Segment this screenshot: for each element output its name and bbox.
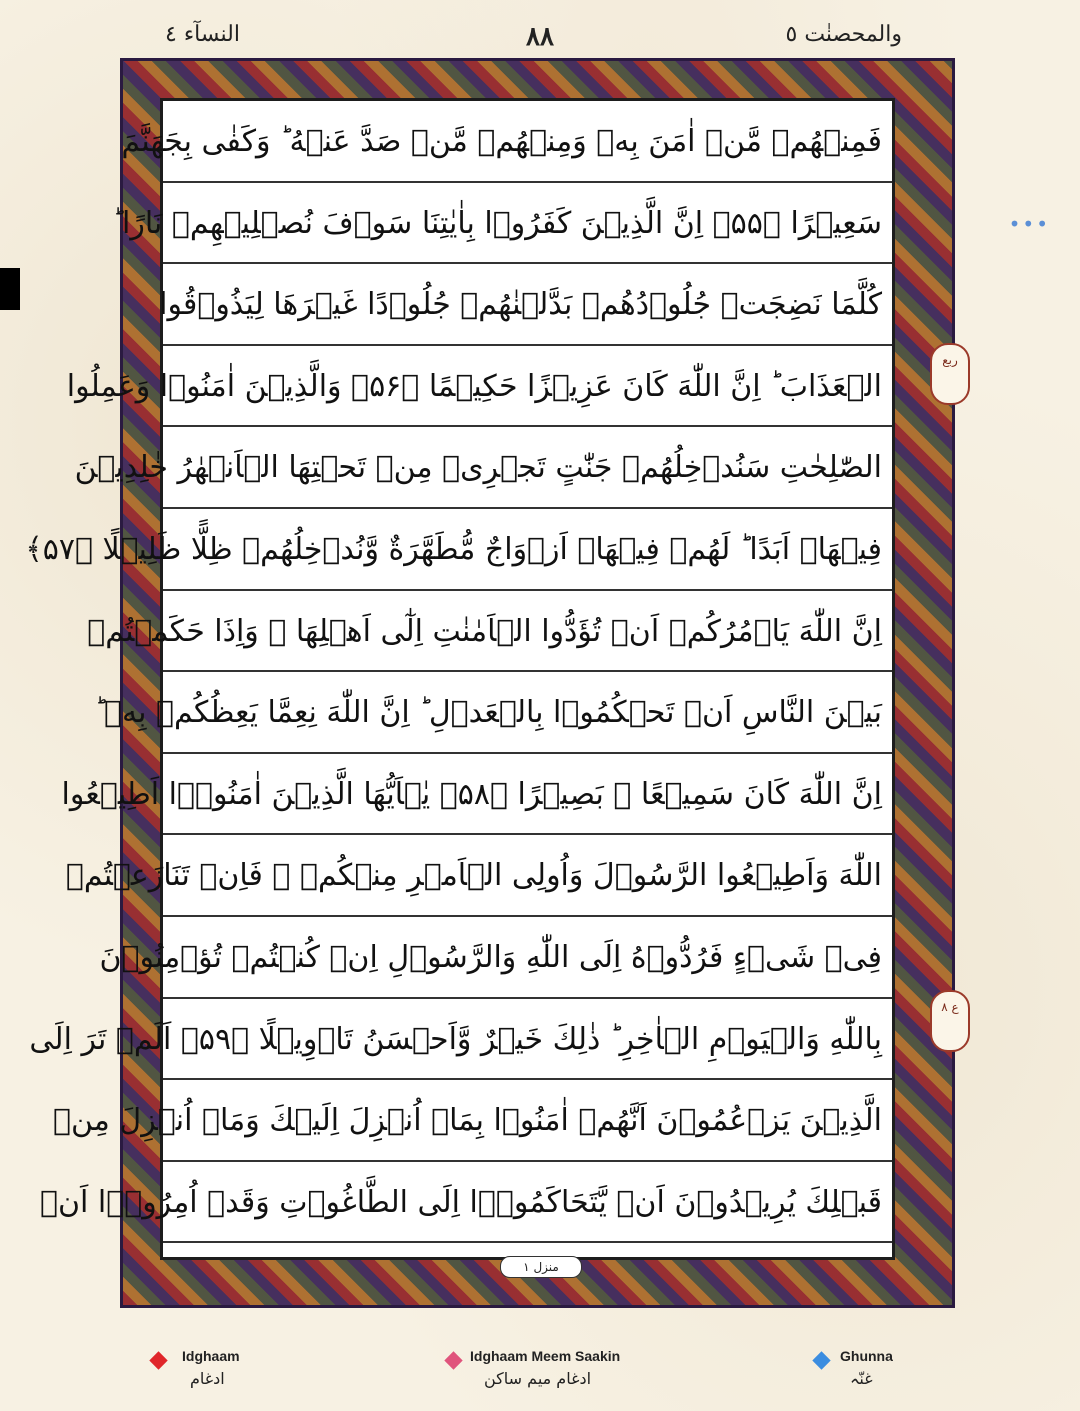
text-line-8: بَيۡنَ النَّاسِ اَنۡ تَحۡكُمُوۡا بِالۡعَدۡلِ ؕ اِنَّ اللّٰهَ نِعِمَّا يَعِظُكُمۡ بِهٖ ؕ — [163, 672, 892, 754]
legend — [0, 1349, 1080, 1409]
legend-idghaam-meem-saakin-urdu: ادغام میم ساکن — [484, 1369, 592, 1388]
text-line-5: الصّٰلِحٰتِ سَنُدۡخِلُهُمۡ جَنّٰتٍ تَجۡرِىۡ مِنۡ تَحۡتِهَا الۡاَنۡهٰرُ خٰلِدِيۡنَ — [163, 427, 892, 509]
pink-diamond-icon — [444, 1351, 462, 1369]
juz-title: والمحصنٰت ٥ — [785, 22, 902, 47]
page-header — [0, 22, 1080, 62]
text-line-14: قَبۡلِكَ يُرِيۡدُوۡنَ اَنۡ يَّتَحَاكَمُوۡۤا اِلَى الطَّاغُوۡتِ وَقَدۡ اُمِرُوۡۤا اَنۡ — [163, 1162, 892, 1244]
decorative-dots: ••• — [1008, 212, 1050, 236]
text-line-12: بِاللّٰهِ وَالۡيَوۡمِ الۡاٰخِرِ ؕ ذٰلِكَ خَيۡرٌ وَّاَحۡسَنُ تَاۡوِيۡلًا ﴿۵۹﴾ اَلَمۡ تَرَ اِلَى — [163, 999, 892, 1081]
text-line-2: سَعِيۡرًا ﴿۵۵﴾ اِنَّ الَّذِيۡنَ كَفَرُوۡا بِاٰيٰتِنَا سَوۡفَ نُصۡلِيۡهِمۡ نَارًا ؕ — [163, 183, 892, 265]
page-number: ٨٨ — [526, 22, 554, 52]
legend-idghaam-meem-saakin-english: Idghaam Meem Saakin — [470, 1348, 621, 1364]
blue-diamond-icon — [812, 1351, 830, 1369]
text-line-13: الَّذِيۡنَ يَزۡعُمُوۡنَ اَنَّهُمۡ اٰمَنُوۡا بِمَاۤ اُنۡزِلَ اِلَيۡكَ وَمَاۤ اُنۡزِلَ مِنۡ — [163, 1080, 892, 1162]
text-line-4: الۡعَذَابَ ؕ اِنَّ اللّٰهَ كَانَ عَزِيۡزًا حَكِيۡمًا ﴿۵۶﴾ وَالَّذِيۡنَ اٰمَنُوۡا وَعَمِلُوا — [163, 346, 892, 428]
legend-idghaam-urdu: ادغام — [190, 1369, 225, 1388]
rub-marker: ربع — [930, 343, 970, 405]
manzil-label: منزل ١ — [500, 1256, 582, 1278]
text-panel — [25, 98, 895, 1260]
legend-ghunna-urdu: غنّہ — [850, 1369, 873, 1388]
legend-idghaam-english: Idghaam — [182, 1348, 240, 1364]
text-line-9: اِنَّ اللّٰهَ كَانَ سَمِيۡعًا ۢ بَصِيۡرًا ﴿۵۸﴾ يٰۤاَيُّهَا الَّذِيۡنَ اٰمَنُوۡۤا اَطِيۡعُوا — [163, 754, 892, 836]
text-line-7: اِنَّ اللّٰهَ يَاۡمُرُكُمۡ اَنۡ تُؤَدُّوا الۡاَمٰنٰتِ اِلٰٓى اَهۡلِهَا ۙ وَاِذَا حَكَمۡتُمۡ — [163, 591, 892, 673]
ruku-marker: ع ٨ — [930, 990, 970, 1052]
text-line-11: فِىۡ شَىۡءٍ فَرُدُّوۡهُ اِلَى اللّٰهِ وَالرَّسُوۡلِ اِنۡ كُنۡتُمۡ تُؤۡمِنُوۡنَ — [163, 917, 892, 999]
red-diamond-icon — [149, 1351, 167, 1369]
text-line-6: فِيۡهَاۤ اَبَدًا ؕ لَهُمۡ فِيۡهَاۤ اَزۡوَاجٌ مُّطَهَّرَةٌ وَّنُدۡخِلُهُمۡ ظِلًّا ظَلِيۡلًا ﴿۵۷﴾ — [163, 509, 892, 591]
legend-ghunna-english: Ghunna — [840, 1348, 893, 1364]
surah-title: النسآء ٤ — [165, 22, 240, 47]
edge-marker — [0, 268, 20, 310]
text-line-3: كُلَّمَا نَضِجَتۡ جُلُوۡدُهُمۡ بَدَّلۡنٰهُمۡ جُلُوۡدًا غَيۡرَهَا لِيَذُوۡقُوا — [163, 264, 892, 346]
text-line-1: فَمِنۡهُمۡ مَّنۡ اٰمَنَ بِهٖ وَمِنۡهُمۡ مَّنۡ صَدَّ عَنۡهُ ؕ وَكَفٰى بِجَهَنَّمَ — [163, 101, 892, 183]
text-line-10: اللّٰهَ وَاَطِيۡعُوا الرَّسُوۡلَ وَاُولِى الۡاَمۡرِ مِنۡكُمۡ ۚ فَاِنۡ تَنَازَعۡتُمۡ — [163, 835, 892, 917]
